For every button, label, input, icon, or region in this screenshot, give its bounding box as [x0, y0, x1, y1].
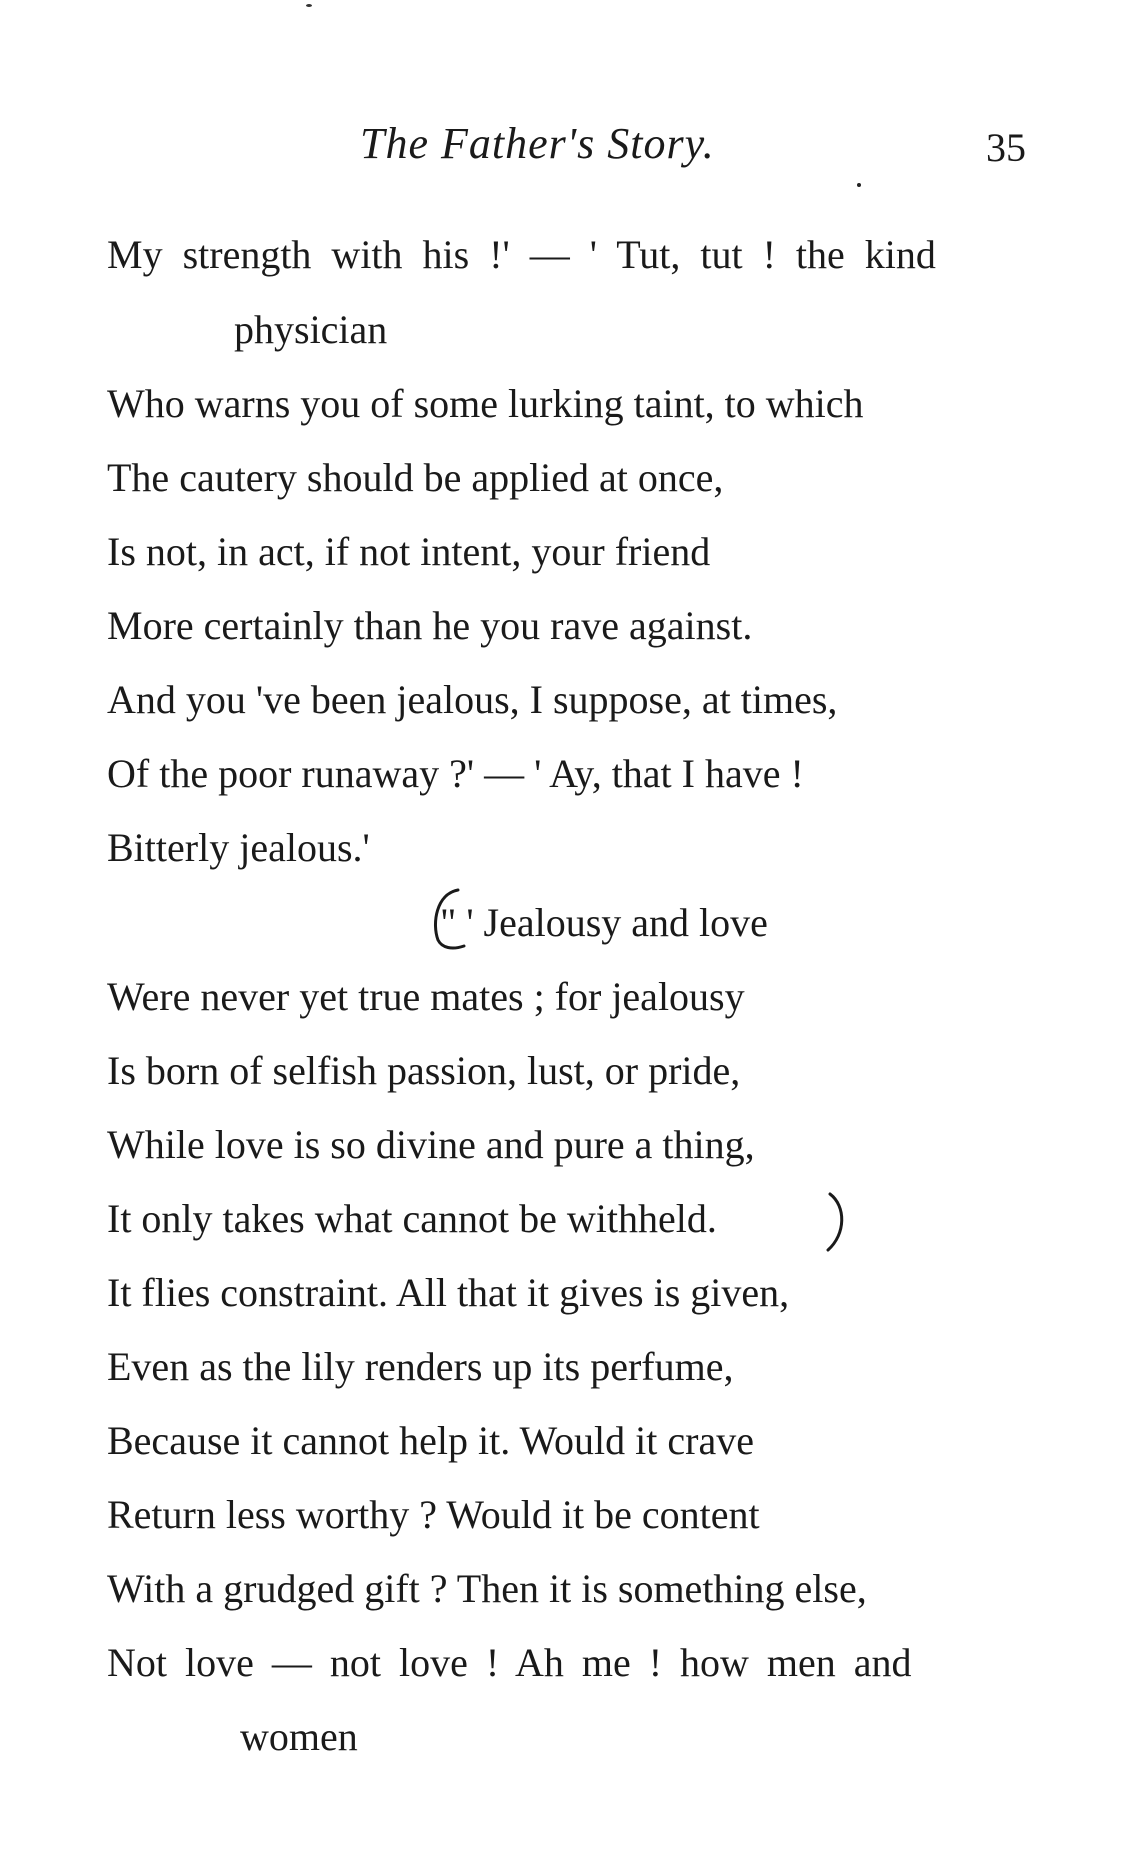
verse-line: physician [234, 307, 388, 352]
verse-line: Return less worthy ? Would it be content [107, 1492, 760, 1537]
verse-line: Bitterly jealous.' [107, 825, 370, 870]
verse-line: While love is so divine and pure a thing, [107, 1122, 755, 1167]
verse-line: And you 've been jealous, I suppose, at times, [107, 677, 838, 722]
verse-line: Is born of selfish passion, lust, or pride, [107, 1048, 741, 1093]
verse-line: women [240, 1714, 358, 1759]
page-number: 35 [986, 125, 1026, 170]
verse-line: Because it cannot help it. Would it crave [107, 1418, 754, 1463]
verse-line: The cautery should be applied at once, [107, 455, 724, 500]
verse-line: Who warns you of some lurking taint, to which [107, 381, 864, 426]
verse-line: My strength with his !' — ' Tut, tut ! the kind [107, 232, 936, 277]
verse-line: It only takes what cannot be withheld. [107, 1196, 717, 1241]
verse-line: Were never yet true mates ; for jealousy [107, 974, 745, 1019]
verse-line: " ' Jealousy and love [440, 900, 768, 945]
verse-line: Is not, in act, if not intent, your friend [107, 529, 711, 574]
verse-line: Of the poor runaway ?' — ' Ay, that I have ! [107, 751, 804, 796]
verse-line: More certainly than he you rave against. [107, 603, 753, 648]
verse-line: It flies constraint. All that it gives is given, [107, 1270, 790, 1315]
verse-line: Not love — not love ! Ah me ! how men and [107, 1640, 912, 1685]
verse-line: Even as the lily renders up its perfume, [107, 1344, 734, 1389]
verse-line: With a grudged gift ? Then it is something else, [107, 1566, 867, 1611]
running-title: The Father's Story. [360, 119, 715, 168]
